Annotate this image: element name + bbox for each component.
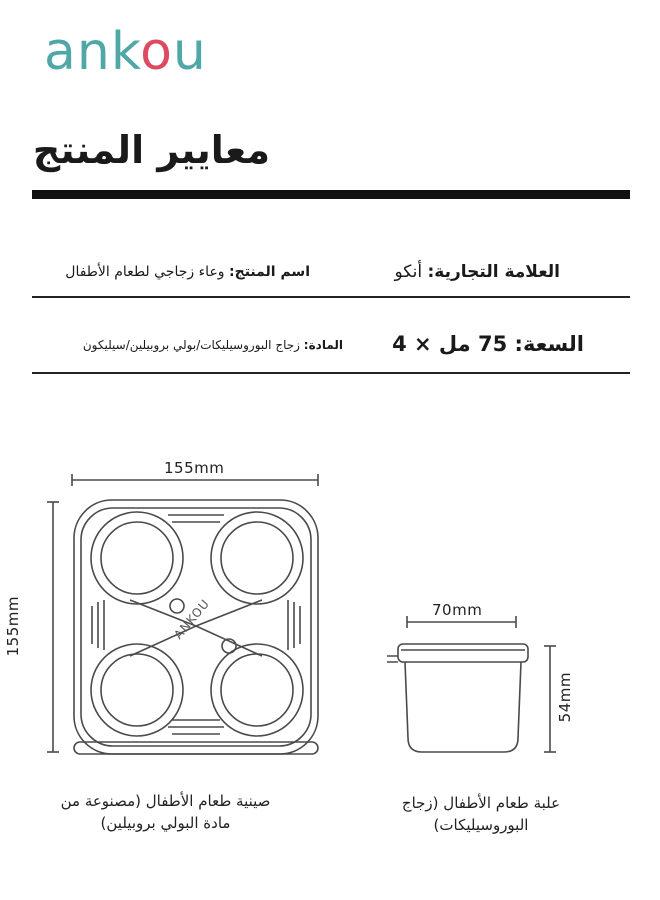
jar-width-label: 70mm [432,601,483,619]
tray-embossed-logo: ANKOU [171,596,213,642]
spec-capacity-value: 75 مل × 4 [392,332,508,356]
spec-capacity-label: السعة: [514,332,584,356]
logo-accent-letter: o [140,22,173,82]
jar-height-dimension [544,646,556,752]
spec-material-value: زجاج البوروسيليكات/بولي بروبيلين/سيليكون [82,338,300,352]
spec-brand-label: العلامة التجارية: [427,262,560,282]
tray-width-label: 155mm [164,459,225,477]
tray-height-dimension [47,502,59,752]
tray-drawing [74,500,318,754]
spec-material-label: المادة: [303,338,343,352]
page-title: معايير المنتج [32,128,270,172]
tray-cup [211,512,303,604]
spec-product-name-label: اسم المنتج: [229,264,310,280]
tray-cup [91,512,183,604]
tray-caption: صينية طعام الأطفال (مصنوعة من مادة البولي بروبيلين) [60,792,271,832]
jar-drawing [387,644,528,752]
spec-product-name-value: وعاء زجاجي لطعام الأطفال [65,264,225,280]
jar-caption: علبة طعام الأطفال (زجاج البوروسيليكات) [401,794,561,834]
tray-cup [91,644,183,736]
spec-brand-value: أنكو [394,262,423,282]
tray-height-label: 155mm [4,596,22,657]
tray-cup [211,644,303,736]
logo-text: ankou [44,22,207,82]
jar-height-label: 54mm [556,672,574,723]
